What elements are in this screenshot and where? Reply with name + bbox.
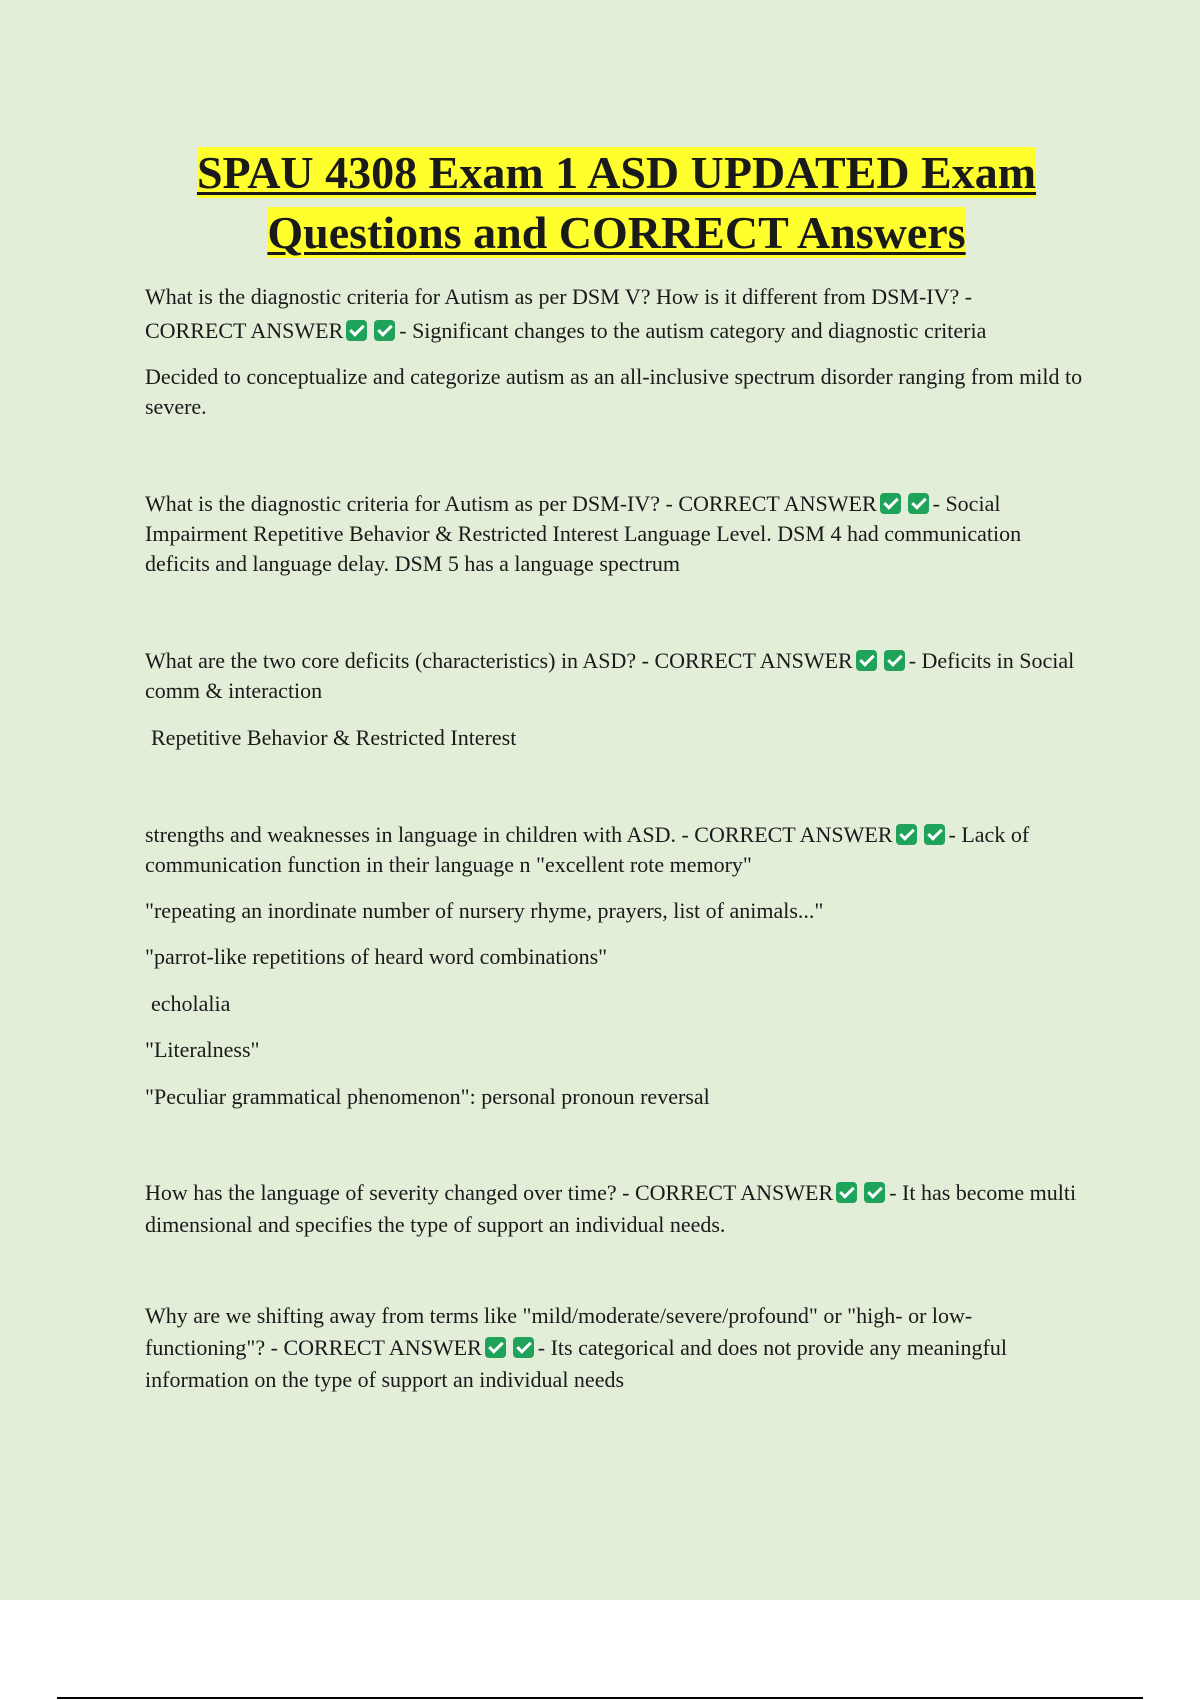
qa-item-4-extra-4 bbox=[145, 1035, 1085, 1065]
qa-item-4-extra-1 bbox=[145, 896, 1085, 926]
question-text: What are the two core deficits (characteristics) in ASD? - bbox=[145, 648, 649, 673]
check-box-icon bbox=[374, 320, 395, 341]
qa-item-1 bbox=[145, 280, 1085, 348]
qa-item-2 bbox=[145, 489, 1085, 579]
check-box-icon bbox=[896, 824, 917, 845]
check-box-icon bbox=[924, 824, 945, 845]
qa-item-5 bbox=[145, 1177, 1085, 1241]
answer-text: Decided to conceptualize and categorize autism as an all-inclusive spectrum disorder ranging from mild to severe. bbox=[145, 364, 1083, 419]
qa-item-3 bbox=[145, 646, 1085, 706]
answer-text: "parrot-like repetitions of heard word combinations" bbox=[145, 944, 608, 969]
qa-item-1-extra bbox=[145, 362, 1085, 422]
answer-text: "Peculiar grammatical phenomenon": personal pronoun reversal bbox=[145, 1084, 710, 1109]
answer-text: - Its categorical and does not provide any meaningful information on the type of support an individual needs bbox=[145, 1335, 1007, 1392]
answer-text: - Significant changes to the autism category and diagnostic criteria bbox=[399, 318, 987, 343]
correct-answer-label: CORRECT ANSWER bbox=[678, 491, 877, 516]
answer-text: - It has become multi dimensional and specifies the type of support an individual needs. bbox=[145, 1180, 1077, 1237]
qa-item-3-extra bbox=[151, 723, 1091, 753]
title-line-2: Questions and CORRECT Answers bbox=[267, 207, 966, 258]
check-box-icon bbox=[864, 1182, 885, 1203]
answer-text: echolalia bbox=[151, 991, 231, 1016]
correct-answer-label: CORRECT ANSWER bbox=[694, 822, 893, 847]
qa-item-6 bbox=[145, 1300, 1085, 1396]
answer-text: - Deficits in Social comm & interaction bbox=[145, 648, 1075, 703]
correct-answer-label: CORRECT ANSWER bbox=[283, 1335, 482, 1360]
qa-item-4-extra-5 bbox=[145, 1082, 1085, 1112]
correct-answer-label: CORRECT ANSWER bbox=[654, 648, 853, 673]
qa-item-4-extra-2 bbox=[145, 942, 1085, 972]
answer-text: Repetitive Behavior & Restricted Interest bbox=[151, 725, 517, 750]
title-line-1: SPAU 4308 Exam 1 ASD UPDATED Exam bbox=[196, 147, 1037, 198]
question-text: What is the diagnostic criteria for Autism as per DSM-IV? - bbox=[145, 491, 673, 516]
question-text: How has the language of severity changed over time? - bbox=[145, 1180, 630, 1205]
check-box-icon bbox=[856, 650, 877, 671]
check-box-icon bbox=[513, 1337, 534, 1358]
check-box-icon bbox=[836, 1182, 857, 1203]
correct-answer-label: CORRECT ANSWER bbox=[634, 1180, 834, 1205]
check-box-icon bbox=[884, 650, 905, 671]
answer-text: "repeating an inordinate number of nursery rhyme, prayers, list of animals..." bbox=[145, 898, 824, 923]
question-text: What is the diagnostic criteria for Autism as per DSM V? How is it different from DSM-IV? - bbox=[145, 284, 973, 309]
question-text: Why are we shifting away from terms like "mild/moderate/severe/profound" or "high- or low-functioning"? - bbox=[145, 1303, 973, 1360]
check-box-icon bbox=[485, 1337, 506, 1358]
qa-item-4-extra-3 bbox=[151, 989, 1091, 1019]
correct-answer-label: CORRECT ANSWER bbox=[145, 318, 344, 343]
qa-item-4 bbox=[145, 820, 1085, 880]
document-title bbox=[145, 143, 1088, 263]
answer-text: - Lack of communication function in their language n "excellent rote memory" bbox=[145, 822, 1030, 877]
answer-text: "Literalness" bbox=[145, 1037, 260, 1062]
question-text: strengths and weaknesses in language in children with ASD. - bbox=[145, 822, 689, 847]
answer-text: - Social Impairment Repetitive Behavior & Restricted Interest Language Level. DSM 4 had communication deficits and language delay. DSM 5 has a language spectrum bbox=[145, 491, 1022, 576]
check-box-icon bbox=[908, 493, 929, 514]
check-box-icon bbox=[880, 493, 901, 514]
check-box-icon bbox=[346, 320, 367, 341]
footer-divider bbox=[57, 1697, 1143, 1699]
